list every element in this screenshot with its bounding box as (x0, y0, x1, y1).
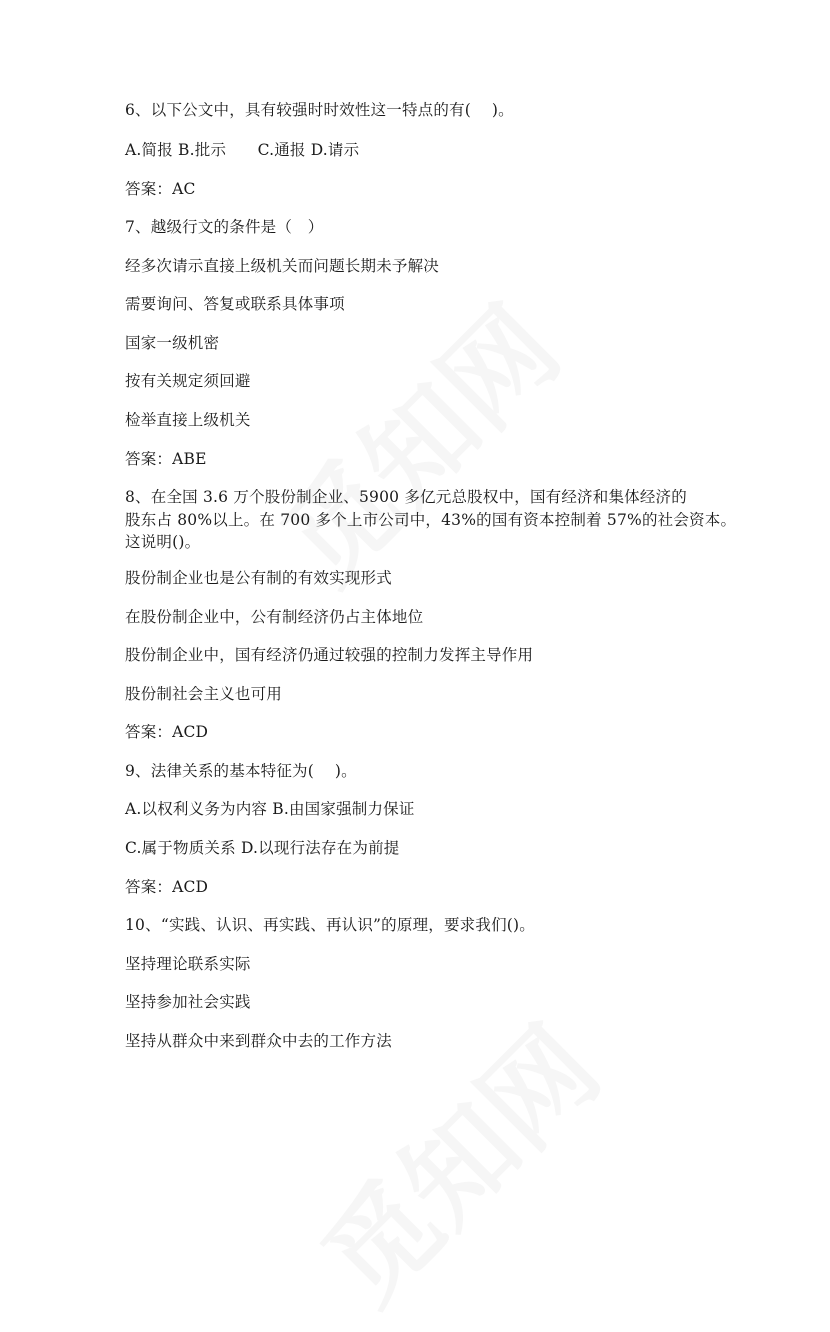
question-8-text: 8、在全国 3.6 万个股份制企业、5900 多亿元总股权中，国有经济和集体经济的 (125, 488, 687, 506)
question-8-option: 股份制社会主义也可用 (125, 685, 283, 703)
question-7-option: 国家一级机密 (125, 334, 220, 352)
question-7-option: 检举直接上级机关 (125, 411, 251, 429)
question-7-text: 7、越级行文的条件是（ ） (125, 218, 324, 236)
question-9-text: 9、法律关系的基本特征为( )。 (125, 762, 357, 780)
question-10-option: 坚持理论联系实际 (125, 955, 251, 973)
question-6-answer: 答案：AC (125, 180, 196, 198)
question-7-option: 需要询问、答复或联系具体事项 (125, 295, 345, 313)
question-8-text: 这说明()。 (125, 533, 201, 551)
question-10-option: 坚持参加社会实践 (125, 993, 251, 1011)
question-8-option: 在股份制企业中，公有制经济仍占主体地位 (125, 608, 424, 626)
question-10-option: 坚持从群众中来到群众中去的工作方法 (125, 1032, 392, 1050)
watermark (242, 266, 587, 611)
question-7-option: 按有关规定须回避 (125, 372, 251, 390)
question-9-options: A.以权利义务为内容 B.由国家强制力保证 (125, 800, 415, 818)
question-7-option: 经多次请示直接上级机关而问题长期未予解决 (125, 257, 440, 275)
question-8-text: 股东占 80%以上。在 700 多个上市公司中，43%的国有资本控制着 57%的社会资本。 (125, 511, 737, 529)
question-8-option: 股份制企业中，国有经济仍通过较强的控制力发挥主导作用 (125, 646, 534, 664)
question-6-text: 6、以下公文中，具有较强时时效性这一特点的有( )。 (125, 101, 514, 119)
question-6-options: A.简报 B.批示 C.通报 D.请示 (125, 141, 360, 159)
question-10-text: 10、“实践、认识、再实践、再认识”的原理，要求我们()。 (125, 916, 535, 934)
question-8-answer: 答案：ACD (125, 723, 209, 741)
question-8-option: 股份制企业也是公有制的有效实现形式 (125, 569, 392, 587)
question-7-answer: 答案：ABE (125, 450, 207, 468)
question-9-answer: 答案：ACD (125, 878, 209, 896)
question-9-options: C.属于物质关系 D.以现行法存在为前提 (125, 839, 400, 857)
